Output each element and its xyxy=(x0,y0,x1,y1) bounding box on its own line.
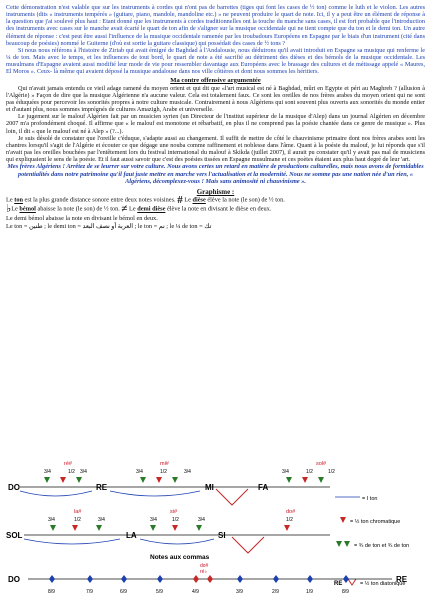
note-fa: FA xyxy=(258,483,269,492)
marker-triangle-red xyxy=(60,477,66,483)
diagram-legend xyxy=(334,496,409,587)
ton-definition: Le ton est la plus grande distance sonore entre deux notes voisines. # Le dièse élève la note (le son) de ½ ton. xyxy=(6,194,285,207)
note-do: DO xyxy=(8,483,20,492)
closing-statement: Mes frères Algériens ! Arrêtez de se leurrer sur votre culture. Nous avons certes un retard en matière de productions culturelles, mais nous avons de formidables potentialités dans notre patrimoine qu'il faut juste mettre en marche vers l'actualisation et la modernité. Nous ne somme pas une nation née d'un rien, « Algériens, décomplexez-vous ! Mais sans animosité ni chauvinisme ». xyxy=(7,163,424,185)
offensive-paragraph-3: Je suis désolé de constater que l'oreille c'éduque, s'adapte aussi au changement. Il suffit de mettre de côté le chauvinisme primaire dont nos frères arabes sont les chantres lorsqu'il s'agit de l'Algérie et écouter ce que dégage une nouba comme raffinement et noblesse dans l'âme. Quant à la poésie du malouf, je lui réponds que s'il n'avait pas les oreilles bouchées par l'entêtement lors du festival international du malouf à Skikda (juillet 2007), il aurait pu constater qu'il y avait pas mal de musiciens qui expliquaient le sens de la poésie. Et il faut aussi savoir que c'est des poésies tissées en Espagne musulmane et ces poètes étaient aux plus haut degré de leur 'art. xyxy=(6,134,425,164)
definitions-block xyxy=(6,196,425,231)
offensive-paragraph-1: Qui n'avait jamais entendu ce vieil adage ramené du moyen orient et qui dit que «l'art musical est né à Baghdad, mûri en Egypte et péri au Maghreb ? (allusion à l'Algérie) » Façon de dire que la musique Algérienne n'a aucune valeur. Cela est totalement faux. Ce sont les oreilles de nos frères arabes du moyen orient qui ne sont pas éduquées pour percevoir les sonorités propres à notre culture musicale. Contrairement à nous Algériens qui sont souvent plus ouverts aux sonorités du monde entier et d'autant plus, nous sommes imprégnés de cultures Amazigh, Arabe et universelle. xyxy=(6,84,425,114)
sharp-label-mi: mi# xyxy=(160,461,169,467)
svg-text:3/4: 3/4 xyxy=(136,469,143,475)
note-re: RE xyxy=(96,483,108,492)
legend-chrom-icon xyxy=(340,517,346,523)
svg-text:2/9: 2/9 xyxy=(272,589,279,595)
diagram-row-2 xyxy=(6,509,330,553)
marker-triangle-green xyxy=(96,525,102,531)
svg-text:3/4: 3/4 xyxy=(44,469,51,475)
marker-triangle-red xyxy=(156,477,162,483)
svg-text:1/2: 1/2 xyxy=(74,517,81,523)
row-1-markers xyxy=(20,477,324,505)
graphisme-heading: Graphisme : xyxy=(196,188,235,197)
comma-sharp-do: do# xyxy=(200,563,209,569)
legend-34-icon-a xyxy=(336,541,342,547)
offensive-paragraph-2: Le jugement sur le malouf Algérien fait par un musicien syrien (un Directeur de l'institut supérieur de la musique d'Alep) dans un journal Algérien en décembre 2007 m'a profondément choqué. Il affirme que « le malouf est monotone et rébarbatif, en plus il ne comprend pas la poésie chantée dans ce genre de musique ». Plus loin, il dit « que le malouf est né à Alep » (?...). xyxy=(6,113,425,135)
marker-triangle-green xyxy=(318,477,324,483)
tone-arc xyxy=(110,491,200,496)
tone-arc xyxy=(20,491,92,496)
svg-text:1/2: 1/2 xyxy=(286,517,293,523)
note-mi: MI xyxy=(205,483,214,492)
svg-text:6/9: 6/9 xyxy=(120,589,127,595)
demi-bemol-definition: Le demi bémol abaisse la note en divisant le bémol en deux. xyxy=(6,214,158,222)
sharp-icon: # xyxy=(177,194,183,207)
row-2-markers xyxy=(24,525,290,553)
svg-text:3/4: 3/4 xyxy=(98,517,105,523)
marker-triangle-green xyxy=(140,477,146,483)
svg-text:3/4: 3/4 xyxy=(150,517,157,523)
marker-triangle-red xyxy=(72,525,78,531)
marker-triangle-green xyxy=(172,477,178,483)
legend-three-quarter: = ¾ de ton et ¾ de ton xyxy=(354,543,410,549)
svg-text:7/9: 7/9 xyxy=(86,589,93,595)
note-la: LA xyxy=(126,531,137,540)
intro-paragraph-2: Si nous nous référons à l'histoire de Ziriab qui avait émigré de Baghdad à l'Andalousie, nous déduirons qu'il avait introduit en Espagne sa musique qui renferme le ¼ de ton. Mais avec le temps, et les influences de tout bord, le quart de note a été sacrifié au détriment des dièses et des bémols de la musique occidentale. Les musulmans d'Espagne avaient aussi modifié leur mode de vie pour ressembler davantage aux Européens avec le brassage des cultures et de métissage appelé « Maures, El Moros ». Ceux- là même qui avaient déposé la musique andalouse dans nos ville côtières et dont nous sommes les héritiers. xyxy=(6,46,425,76)
semitone-check-mark xyxy=(216,489,248,505)
marker-triangle-green xyxy=(76,477,82,483)
tone-diagram xyxy=(0,455,431,599)
row-2-fractions xyxy=(48,517,293,523)
marker-triangle-green xyxy=(286,477,292,483)
svg-text:1/2: 1/2 xyxy=(306,469,313,475)
svg-text:4/9: 4/9 xyxy=(192,589,199,595)
comma-note-do: DO xyxy=(8,575,20,584)
diagram-row-3 xyxy=(8,554,408,595)
tone-arc xyxy=(140,539,214,544)
legend-re-label: RE xyxy=(334,581,343,587)
note-si: SI xyxy=(218,531,226,540)
marker-triangle-green xyxy=(196,525,202,531)
marker-triangle-red xyxy=(302,477,308,483)
marker-triangle-red xyxy=(172,525,178,531)
row-1-fractions xyxy=(44,469,335,475)
svg-text:5/9: 5/9 xyxy=(156,589,163,595)
bemol-definition: ♭Le bémol abaisse la note (le son) de ½ ton. ≠ Le demi dièse élève la note en divisant le dièse en deux. xyxy=(6,203,272,216)
svg-text:3/9: 3/9 xyxy=(236,589,243,595)
legend-diat-icon xyxy=(348,579,356,585)
svg-text:1/2: 1/2 xyxy=(172,517,179,523)
comma-flat-re: ré♭ xyxy=(200,569,207,575)
svg-text:3/4: 3/4 xyxy=(48,517,55,523)
marker-triangle-green xyxy=(150,525,156,531)
tone-arc xyxy=(24,539,120,544)
diagram-row-1 xyxy=(8,461,335,505)
svg-text:3/4: 3/4 xyxy=(282,469,289,475)
legend-ton: = I ton xyxy=(362,496,378,502)
svg-text:1/2: 1/2 xyxy=(68,469,75,475)
semitone-check-mark xyxy=(232,537,264,553)
sharp-label-sol: sol# xyxy=(316,461,327,467)
section-heading-offensive: Ma contre offensive argumentée xyxy=(170,76,261,84)
svg-text:3/4: 3/4 xyxy=(198,517,205,523)
intro-paragraph-1: Cette démonstration n'est valable que sur les instruments à cordes qui n'ont pas de barrettes (tiges qui font les cases de ½ ton) comme le luth et le violon. Les autres instruments (dits « instruments tempérés » (guitare, piano, mandole, mandoline etc.) » ne peuvent produire le quart de note. Ici, il y a peut être un élément de réponse à la question que j'ai soulevé plus haut : Etant donné que les instruments à cordes traditionnelles ont la touche du manche sans cases, il est fort probable que l'introduction des instruments avec cases sur le manche avait écarté le quart de ton afin de s'aligner sur la musique occidentale qui ne tient compte que du ton et le demi ton. Un autre élément de réponse : c'est peut être aussi l'influence de la musique occidentale ramenée par les troubadours Européens en Espagne par le biais d'un instrument (cité dans beaucoup de poésies) nommé le Guiterne (d'où est sortie la guitare classique) qui possédait des cases de ½ tons ? xyxy=(6,4,425,47)
legend-diatonique: = ½ ton diatonique xyxy=(360,581,406,587)
legend-chromatique: = ½ ton chromatique xyxy=(350,519,401,525)
sharp-label-do: do# xyxy=(286,509,296,515)
sharp-label-la: la# xyxy=(74,509,82,515)
sharp-label-si: si# xyxy=(170,509,178,515)
svg-text:1/2: 1/2 xyxy=(160,469,167,475)
marker-triangle-red xyxy=(284,525,290,531)
marker-triangle-green xyxy=(50,525,56,531)
svg-text:1/2: 1/2 xyxy=(328,469,335,475)
half-sharp-icon: ≠ xyxy=(121,203,128,216)
svg-text:8/9: 8/9 xyxy=(342,589,349,595)
legend-34-icon-b xyxy=(344,541,350,547)
row-3-fractions xyxy=(48,589,349,595)
comma-note-re: RE xyxy=(396,575,408,584)
document-page xyxy=(6,4,425,232)
flat-icon: ♭ xyxy=(6,203,12,216)
commas-title: Notes aux commas xyxy=(150,554,210,561)
marker-triangle-green xyxy=(44,477,50,483)
svg-text:1/9: 1/9 xyxy=(306,589,313,595)
sharp-label-re: ré# xyxy=(64,461,72,467)
note-sol: SOL xyxy=(6,531,23,540)
svg-text:3/4: 3/4 xyxy=(80,469,87,475)
arabic-terms-line: Le ton = طنين ; le demi ton = العربة أو نصف البعد ; le ton = نم ; le ¼ de ton = تك xyxy=(6,223,212,231)
svg-text:3/4: 3/4 xyxy=(184,469,191,475)
svg-text:8/9: 8/9 xyxy=(48,589,55,595)
